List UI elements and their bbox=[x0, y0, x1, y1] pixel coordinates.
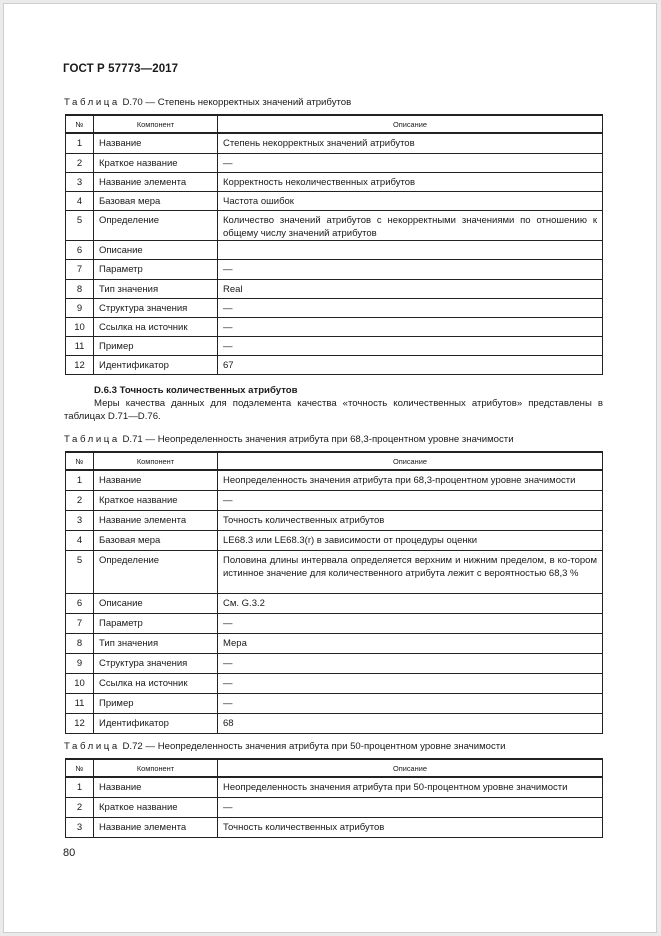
table-row bbox=[66, 355, 603, 374]
row-number: 9 bbox=[66, 298, 94, 317]
table-row bbox=[66, 673, 603, 693]
row-number: 10 bbox=[66, 673, 94, 693]
table-d72 bbox=[65, 758, 603, 838]
row-number: 12 bbox=[66, 355, 94, 374]
row-component: Описание bbox=[94, 593, 218, 613]
document-page bbox=[3, 3, 657, 933]
table-row bbox=[66, 336, 603, 355]
row-component: Краткое название bbox=[94, 490, 218, 510]
section-d63 bbox=[64, 384, 603, 423]
row-number: 2 bbox=[66, 153, 94, 172]
row-number: 12 bbox=[66, 713, 94, 733]
row-number: 4 bbox=[66, 530, 94, 550]
row-number: 7 bbox=[66, 259, 94, 279]
row-component: Краткое название bbox=[94, 797, 218, 817]
row-number: 6 bbox=[66, 240, 94, 259]
table-header-row bbox=[66, 759, 603, 777]
row-description: — bbox=[218, 336, 603, 355]
table-row bbox=[66, 317, 603, 336]
row-number: 7 bbox=[66, 613, 94, 633]
table-d70-caption bbox=[64, 97, 351, 108]
caption-prefix: Таблица bbox=[64, 741, 120, 752]
table-row bbox=[66, 259, 603, 279]
row-number: 1 bbox=[66, 133, 94, 153]
row-description: Количество значений атрибутов с некорректными значениями по отношению к общему числу значений атрибутов bbox=[218, 210, 603, 240]
row-component: Базовая мера bbox=[94, 191, 218, 210]
row-description: — bbox=[218, 653, 603, 673]
row-number: 2 bbox=[66, 797, 94, 817]
row-description: — bbox=[218, 298, 603, 317]
caption-prefix: Таблица bbox=[64, 434, 120, 445]
row-number: 9 bbox=[66, 653, 94, 673]
table-d71-caption bbox=[64, 434, 514, 445]
table-header-row bbox=[66, 452, 603, 470]
table-row bbox=[66, 210, 603, 240]
header-no: № bbox=[66, 759, 94, 777]
table-row bbox=[66, 613, 603, 633]
row-description: Точность количественных атрибутов bbox=[218, 817, 603, 837]
row-component: Параметр bbox=[94, 613, 218, 633]
row-component: Ссылка на источник bbox=[94, 673, 218, 693]
header-component: Компонент bbox=[94, 759, 218, 777]
row-number: 2 bbox=[66, 490, 94, 510]
table-row bbox=[66, 550, 603, 593]
row-component: Структура значения bbox=[94, 653, 218, 673]
row-number: 8 bbox=[66, 279, 94, 298]
table-row bbox=[66, 797, 603, 817]
header-component: Компонент bbox=[94, 452, 218, 470]
row-component: Параметр bbox=[94, 259, 218, 279]
row-component: Описание bbox=[94, 240, 218, 259]
table-row bbox=[66, 713, 603, 733]
table-row bbox=[66, 510, 603, 530]
row-description: Точность количественных атрибутов bbox=[218, 510, 603, 530]
row-component: Идентификатор bbox=[94, 713, 218, 733]
row-component: Тип значения bbox=[94, 633, 218, 653]
row-component: Название элемента bbox=[94, 510, 218, 530]
table-row bbox=[66, 470, 603, 490]
table-d71 bbox=[65, 451, 603, 734]
table-row bbox=[66, 298, 603, 317]
row-component: Название bbox=[94, 133, 218, 153]
row-component: Идентификатор bbox=[94, 355, 218, 374]
row-number: 3 bbox=[66, 510, 94, 530]
row-number: 11 bbox=[66, 693, 94, 713]
row-component: Определение bbox=[94, 210, 218, 240]
row-number: 4 bbox=[66, 191, 94, 210]
row-description: — bbox=[218, 673, 603, 693]
row-description: Мера bbox=[218, 633, 603, 653]
row-description: Половина длины интервала определяется верхним и нижним пределом, в ко-тором истинное значение для количественного атрибута лежит с вероятностью 68,3 % bbox=[218, 550, 603, 593]
table-row bbox=[66, 279, 603, 298]
row-description: — bbox=[218, 317, 603, 336]
row-description: Степень некорректных значений атрибутов bbox=[218, 133, 603, 153]
row-description: 67 bbox=[218, 355, 603, 374]
row-description: — bbox=[218, 153, 603, 172]
row-component: Название bbox=[94, 470, 218, 490]
row-description: — bbox=[218, 693, 603, 713]
row-number: 8 bbox=[66, 633, 94, 653]
row-number: 1 bbox=[66, 470, 94, 490]
row-component: Ссылка на источник bbox=[94, 317, 218, 336]
table-row bbox=[66, 817, 603, 837]
table-row bbox=[66, 633, 603, 653]
row-number: 10 bbox=[66, 317, 94, 336]
row-number: 3 bbox=[66, 172, 94, 191]
row-component: Структура значения bbox=[94, 298, 218, 317]
row-description: — bbox=[218, 490, 603, 510]
caption-text: D.72 — Неопределенность значения атрибута при 50-процентном уровне значимости bbox=[122, 741, 506, 752]
caption-text: D.70 — Степень некорректных значений атрибутов bbox=[122, 97, 352, 108]
table-row bbox=[66, 693, 603, 713]
row-description: См. G.3.2 bbox=[218, 593, 603, 613]
header-description: Описание bbox=[218, 115, 603, 133]
row-component: Тип значения bbox=[94, 279, 218, 298]
section-heading: D.6.3 Точность количественных атрибутов bbox=[94, 385, 298, 396]
header-description: Описание bbox=[218, 759, 603, 777]
row-number: 6 bbox=[66, 593, 94, 613]
row-description: — bbox=[218, 613, 603, 633]
row-description: Корректность неколичественных атрибутов bbox=[218, 172, 603, 191]
page-number: 80 bbox=[63, 847, 76, 859]
row-component: Название элемента bbox=[94, 817, 218, 837]
table-row bbox=[66, 593, 603, 613]
row-description: LE68.3 или LE68.3(r) в зависимости от процедуры оценки bbox=[218, 530, 603, 550]
row-number: 1 bbox=[66, 777, 94, 797]
row-number: 11 bbox=[66, 336, 94, 355]
table-row bbox=[66, 530, 603, 550]
row-description: — bbox=[218, 797, 603, 817]
table-row bbox=[66, 777, 603, 797]
row-component: Название элемента bbox=[94, 172, 218, 191]
caption-text: D.71 — Неопределенность значения атрибута при 68,3-процентном уровне значимости bbox=[122, 434, 514, 445]
row-description: Real bbox=[218, 279, 603, 298]
row-number: 5 bbox=[66, 550, 94, 593]
row-description: Неопределенность значения атрибута при 50-процентном уровне значимости bbox=[218, 777, 603, 797]
table-row bbox=[66, 133, 603, 153]
table-row bbox=[66, 653, 603, 673]
row-component: Определение bbox=[94, 550, 218, 593]
table-row bbox=[66, 191, 603, 210]
row-component: Пример bbox=[94, 336, 218, 355]
row-number: 3 bbox=[66, 817, 94, 837]
caption-prefix: Таблица bbox=[64, 97, 120, 108]
document-title: ГОСТ Р 57773—2017 bbox=[63, 63, 179, 75]
header-no: № bbox=[66, 115, 94, 133]
row-component: Базовая мера bbox=[94, 530, 218, 550]
table-header-row bbox=[66, 115, 603, 133]
row-description: 68 bbox=[218, 713, 603, 733]
header-component: Компонент bbox=[94, 115, 218, 133]
table-d72-caption bbox=[64, 741, 506, 752]
section-paragraph: Меры качества данных для подэлемента качества «точность количественных атрибутов» представлены в таблицах D.71—D.76. bbox=[64, 398, 603, 422]
row-description: — bbox=[218, 259, 603, 279]
row-component: Краткое название bbox=[94, 153, 218, 172]
row-description bbox=[218, 240, 603, 259]
row-number: 5 bbox=[66, 210, 94, 240]
header-no: № bbox=[66, 452, 94, 470]
table-row bbox=[66, 172, 603, 191]
table-d70 bbox=[65, 114, 603, 375]
header-description: Описание bbox=[218, 452, 603, 470]
table-row bbox=[66, 240, 603, 259]
row-component: Пример bbox=[94, 693, 218, 713]
row-description: Неопределенность значения атрибута при 68,3-процентном уровне значимости bbox=[218, 470, 603, 490]
table-row bbox=[66, 490, 603, 510]
row-description: Частота ошибок bbox=[218, 191, 603, 210]
row-component: Название bbox=[94, 777, 218, 797]
table-row bbox=[66, 153, 603, 172]
